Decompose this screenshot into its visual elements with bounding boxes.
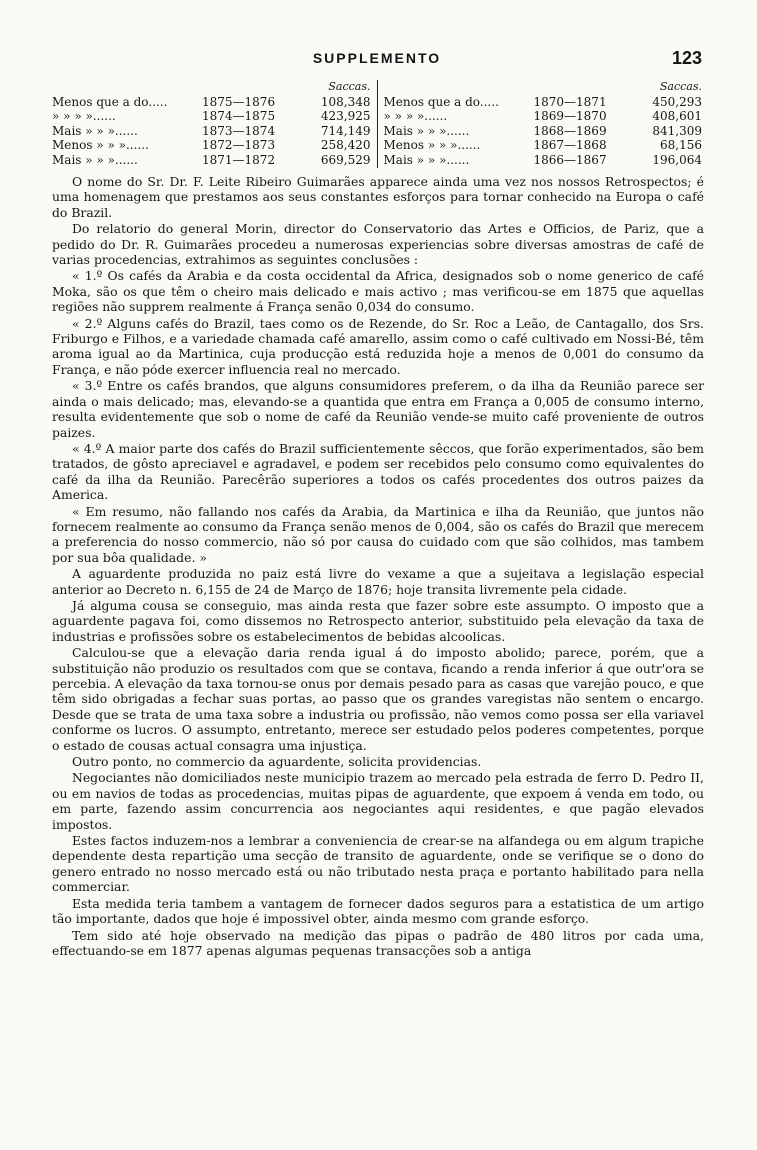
paragraph: Calculou-se que a elevação daria renda igual á do imposto abolido; parece, porém, que a substituição não produzio os resultados com que se contava, ficando a renda inferior á que outr'ora se percebia. A elevação da taxa tornou-se onus por demais pesado para as casas que varejão pouco, e que têm sido obrigadas a fechar suas portas, ao passo que os grandes varegistas não sentem o encargo. Desde que se trata de uma taxa sobre a industria ou profissão, não vemos como possa ser ella variavel conforme os lucros. O assumpto, entretanto, merece ser estudado pelos poderes competentes, porque o estado de cousas actual consagra uma injustiça. xyxy=(52,645,704,753)
table-right-half xyxy=(378,80,703,168)
paragraph: O nome do Sr. Dr. F. Leite Ribeiro Guimarães apparece ainda uma vez nos nossos Retrospectos; é uma homenagem que prestamos aos seus constantes esforços para tornar conhecido na Europa o café do Brazil. xyxy=(52,174,704,220)
row-label: Menos » » »...... xyxy=(383,138,481,153)
row-period: 1872—1873 xyxy=(202,138,276,153)
paragraph: Já alguma cousa se conseguio, mas ainda resta que fazer sobre este assumpto. O imposto que a aguardente pagava foi, como dissemos no Retrospecto anterior, substituido pela elevação da taxa de industrias e profissões sobre os estabelecimentos de bebidas alcoolicas. xyxy=(52,597,704,644)
paragraph: Tem sido até hoje observado na medição das pipas o padrão de 480 litros por cada uma, effectuando-se em 1877 apenas algumas pequenas transacções sob a antiga xyxy=(52,927,704,958)
row-saccas: 408,601 xyxy=(652,109,702,124)
table-left-half xyxy=(52,80,378,168)
row-saccas: 841,309 xyxy=(652,123,702,138)
row-label: » » » »...... xyxy=(383,109,448,124)
row-period: 1867—1868 xyxy=(533,138,607,153)
saccas-column-header: Saccas. xyxy=(328,80,371,93)
row-saccas: 714,149 xyxy=(320,123,371,138)
row-saccas: 68,156 xyxy=(660,138,702,153)
table-header-row xyxy=(384,80,703,95)
row-period: 1875—1876 xyxy=(202,94,276,109)
paragraph: A aguardente produzida no paiz está livre do vexame a que a sujeitava a legislação especial anterior ao Decreto n. 6,155 de 24 de Março de 1876; hoje transita livremente pela cidade. xyxy=(52,566,704,597)
running-title: SUPPLEMENTO xyxy=(312,50,442,66)
table-row xyxy=(384,95,703,110)
row-period: 1874—1875 xyxy=(202,109,276,124)
paragraph: « 2.º Alguns cafés do Brazil, taes como os de Rezende, do Sr. Roc a Leão, de Cantagallo, dos Srs. Friburgo e Filhos, e a variedade chamada café amarello, assim como o café cultivado em Nossi-Bé, têm aroma igual ao da Martinica, cuja producção está reduzida hoje a menos de 0,001 do consumo da França, e não póde exercer influencia real no mercado. xyxy=(52,315,704,377)
paragraph: Do relatorio do general Morin, director do Conservatorio das Artes e Officios, de Pariz, que a pedido do Dr. R. Guimarães procedeu a numerosas experiencias sobre diversas amostras de café de varias procedencias, extrahimos as seguintes conclusões : xyxy=(52,221,704,268)
table-row xyxy=(384,138,703,153)
paragraph: « 3.º Entre os cafés brandos, que alguns consumidores preferem, o da ilha da Reunião parece ser ainda o mais delicado; mas, elevando-se a quantida que entra em França a 0,005 de consumo interno, resulta evidentemente que sob o nome de café da Reunião vende-se muito café proveniente de outros paizes. xyxy=(52,378,704,440)
table-row xyxy=(52,124,371,139)
table-row xyxy=(52,95,371,110)
row-label: » » » »...... xyxy=(52,109,116,124)
table-row xyxy=(384,153,703,168)
row-label: Menos » » »...... xyxy=(52,138,149,153)
row-saccas: 108,348 xyxy=(320,94,371,109)
page-header xyxy=(52,50,702,72)
table-header-row xyxy=(52,80,371,95)
row-label: Mais » » »...... xyxy=(383,152,470,167)
row-saccas: 450,293 xyxy=(652,94,702,109)
row-saccas: 669,529 xyxy=(320,152,371,167)
row-period: 1868—1869 xyxy=(533,123,607,138)
body-text xyxy=(52,174,704,959)
row-saccas: 423,925 xyxy=(320,109,371,124)
coffee-export-table xyxy=(52,80,702,168)
row-saccas: 196,064 xyxy=(652,152,702,167)
paragraph: Negociantes não domiciliados neste municipio trazem ao mercado pela estrada de ferro D. Pedro II, ou em navios de todas as procedencias, muitas pipas de aguardente, que expoem á venda em todo, ou em parte, fazendo assim concurrencia aos negociantes aqui residentes, e que pagão elevados impostos. xyxy=(52,770,704,832)
table-row xyxy=(52,138,371,153)
row-period: 1866—1867 xyxy=(533,152,607,167)
table-row xyxy=(52,109,371,124)
paragraph: Estes factos induzem-nos a lembrar a conveniencia de crear-se na alfandega ou em algum trapiche dependente desta repartição uma secção de transito de aguardente, onde se verifique se o dono do genero entrado no nosso mercado está ou não tributado nesta praça e portanto habilitado para nella commerciar. xyxy=(52,833,704,895)
table-row xyxy=(52,153,371,168)
row-label: Mais » » »...... xyxy=(52,152,138,167)
paragraph: Outro ponto, no commercio da aguardente, solicita providencias. xyxy=(72,754,482,770)
page-number: 123 xyxy=(671,48,702,68)
row-label: Menos que a do..... xyxy=(383,94,499,109)
paragraph: « Em resumo, não fallando nos cafés da Arabia, da Martinica e ilha da Reunião, que juntos não fornecem realmente ao consumo da França senão menos de 0,004, são os cafés do Brazil que merecem a preferencia do nosso commercio, não só por causa do cuidado com que são colhidos, mas tambem por sua bôa qualidade. » xyxy=(52,503,704,565)
table-row xyxy=(384,109,703,124)
row-period: 1871—1872 xyxy=(202,152,276,167)
row-label: Mais » » »...... xyxy=(52,123,138,138)
row-period: 1873—1874 xyxy=(202,123,276,138)
paragraph: Esta medida teria tambem a vantagem de fornecer dados seguros para a estatistica de um artigo tão importante, dados que hoje é impossivel obter, ainda mesmo com grande esforço. xyxy=(52,895,704,927)
row-label: Menos que a do..... xyxy=(52,94,168,109)
paragraph: « 4.º A maior parte dos cafés do Brazil sufficientemente sêccos, que forão experimentados, são bem tratados, de gôsto apreciavel e agradavel, e podem ser recebidos pelo consumo como equivalentes do café da ilha da Reunião. Parecêrão superiores a todos os cafés procedentes dos outros paizes da America. xyxy=(52,440,704,503)
row-saccas: 258,420 xyxy=(320,138,371,153)
paragraph: « 1.º Os cafés da Arabia e da costa occidental da Africa, designados sob o nome generico de café Moka, são os que têm o cheiro mais delicado e mais activo ; mas verificou-se em 1875 que aquellas regiões não supprem realmente á França senão 0,034 do consumo. xyxy=(52,268,704,315)
table-row xyxy=(384,124,703,139)
row-label: Mais » » »...... xyxy=(383,123,470,138)
saccas-column-header: Saccas. xyxy=(659,80,702,93)
row-period: 1869—1870 xyxy=(533,109,607,124)
row-period: 1870—1871 xyxy=(533,94,607,109)
